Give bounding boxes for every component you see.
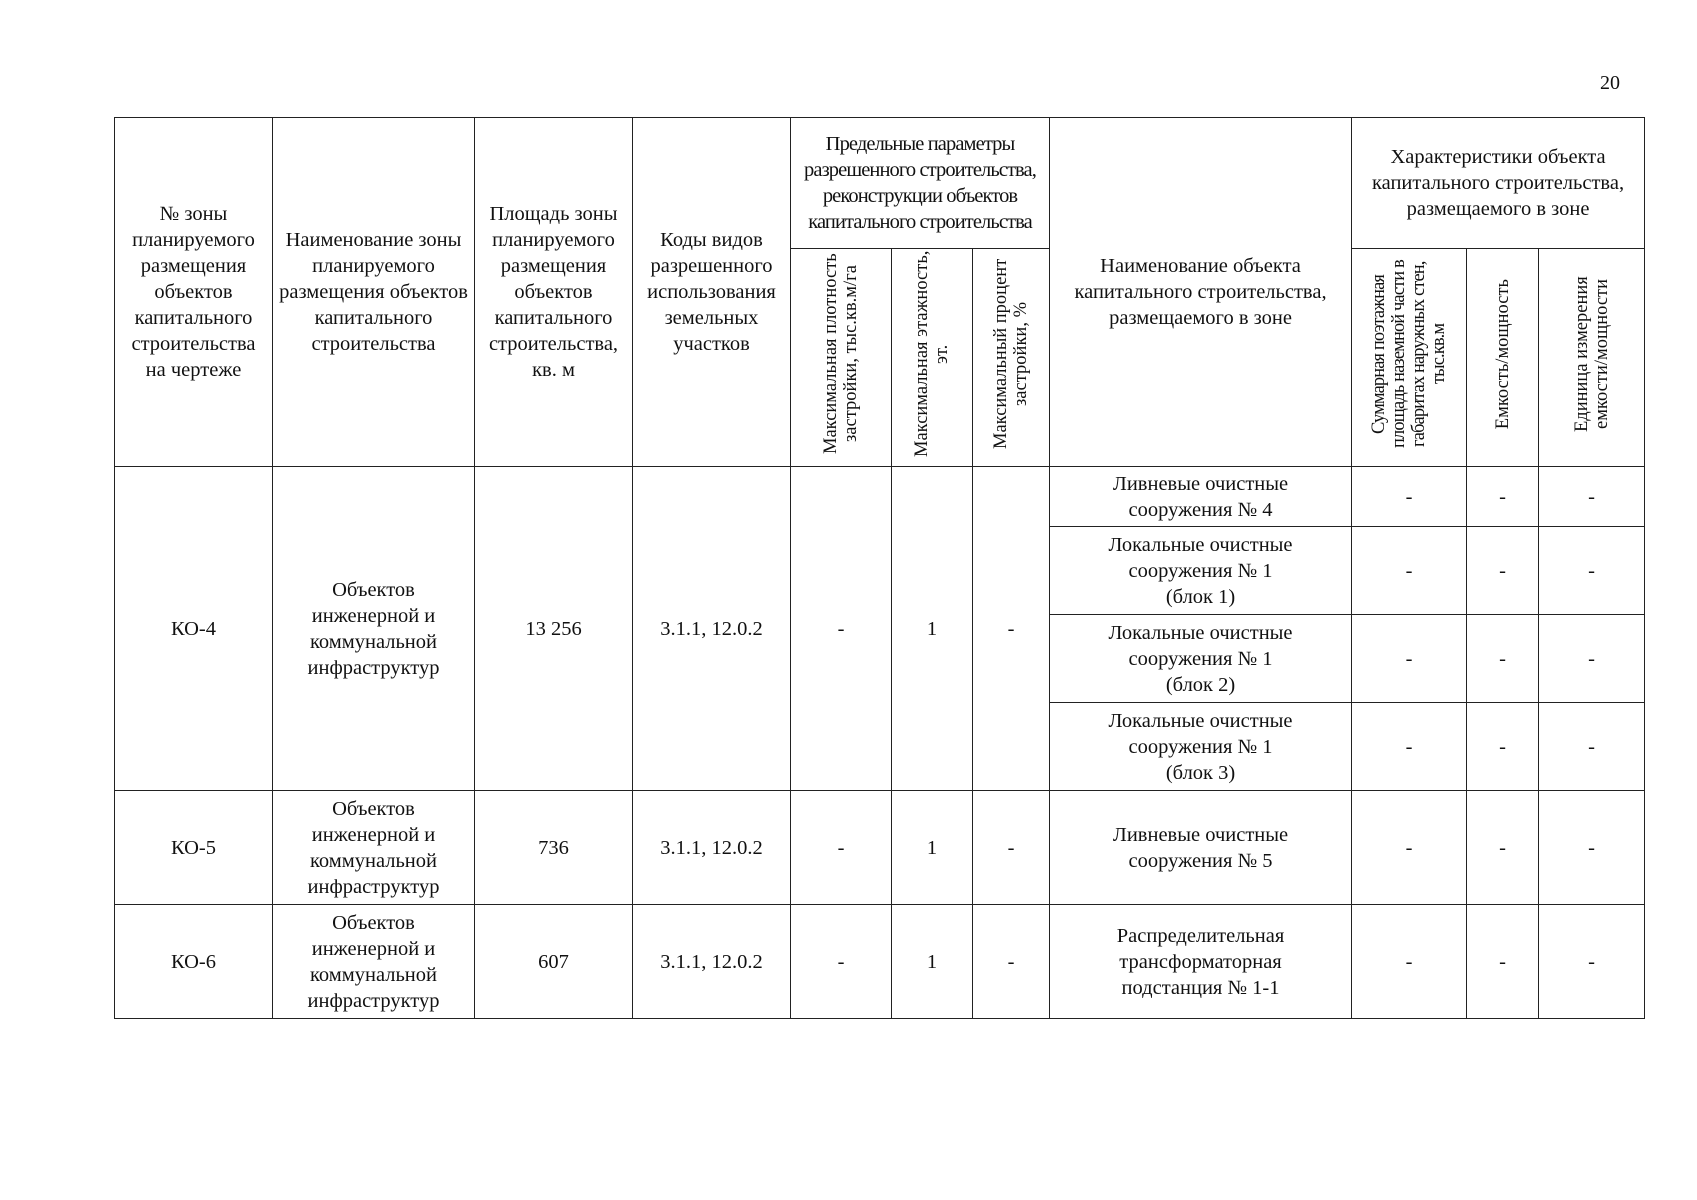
zone-floors: 1: [892, 791, 973, 905]
object-name: Распределительная трансформаторная подстанция № 1-1: [1050, 905, 1352, 1019]
object-floor-area: -: [1352, 527, 1467, 615]
object-floor-area: -: [1352, 615, 1467, 703]
zone-percent: -: [973, 791, 1050, 905]
object-capacity: -: [1467, 703, 1539, 791]
zone-area: 736: [475, 791, 633, 905]
object-name: Ливневые очистные сооружения № 4: [1050, 467, 1352, 527]
zone-floors: 1: [892, 905, 973, 1019]
header-max-floors: Максимальная этажность, эт.: [912, 250, 952, 458]
zone-percent: -: [973, 467, 1050, 791]
page-number: 20: [1600, 72, 1620, 94]
object-unit: -: [1539, 615, 1645, 703]
header-characteristics: Характеристики объекта капитального строительства, размещаемого в зоне: [1352, 118, 1645, 249]
zone-density: -: [791, 467, 892, 791]
object-capacity: -: [1467, 527, 1539, 615]
zone-code: КО-5: [115, 791, 273, 905]
zone-floors: 1: [892, 467, 973, 791]
header-total-floor-area-cell: [1352, 249, 1467, 467]
header-capacity-unit-cell: [1539, 249, 1645, 467]
object-capacity: -: [1467, 905, 1539, 1019]
zone-use-codes: 3.1.1, 12.0.2: [633, 791, 791, 905]
zone-density: -: [791, 791, 892, 905]
object-capacity: -: [1467, 467, 1539, 527]
object-name: Локальные очистные сооружения № 1 (блок 3): [1050, 703, 1352, 791]
object-floor-area: -: [1352, 467, 1467, 527]
object-floor-area: -: [1352, 905, 1467, 1019]
object-unit: -: [1539, 467, 1645, 527]
header-max-density: Максимальная плотность застройки, тыс.кв.м/га: [821, 253, 861, 455]
zone-code: КО-6: [115, 905, 273, 1019]
zone-density: -: [791, 905, 892, 1019]
header-capacity: Емкость/мощность: [1492, 278, 1513, 430]
object-unit: -: [1539, 905, 1645, 1019]
object-capacity: -: [1467, 615, 1539, 703]
object-unit: -: [1539, 703, 1645, 791]
header-zone-no: № зоны планируемого размещения объектов капитального строительства на чертеже: [115, 118, 273, 467]
table-row: [115, 467, 1645, 527]
zone-area: 607: [475, 905, 633, 1019]
object-capacity: -: [1467, 791, 1539, 905]
zone-name: Объектов инженерной и коммунальной инфраструктур: [273, 905, 475, 1019]
header-max-floors-cell: [892, 249, 973, 467]
zone-use-codes: 3.1.1, 12.0.2: [633, 467, 791, 791]
zone-area: 13 256: [475, 467, 633, 791]
table-row: [115, 905, 1645, 1019]
object-floor-area: -: [1352, 703, 1467, 791]
zone-use-codes: 3.1.1, 12.0.2: [633, 905, 791, 1019]
table-row: [115, 791, 1645, 905]
object-name: Ливневые очистные сооружения № 5: [1050, 791, 1352, 905]
header-limit-params: Предельные параметры разрешенного строительства, реконструкции объектов капитального строительства: [791, 118, 1050, 249]
header-capacity-unit: Единица измерения емкости/мощности: [1571, 276, 1612, 432]
header-max-percent: Максимальный процент застройки, %: [991, 258, 1032, 450]
object-unit: -: [1539, 791, 1645, 905]
zone-name: Объектов инженерной и коммунальной инфраструктур: [273, 467, 475, 791]
object-name: Локальные очистные сооружения № 1 (блок 1): [1050, 527, 1352, 615]
header-max-density-cell: [791, 249, 892, 467]
zone-name: Объектов инженерной и коммунальной инфраструктур: [273, 791, 475, 905]
header-zone-area: Площадь зоны планируемого размещения объектов капитального строительства, кв. м: [475, 118, 633, 467]
header-max-percent-cell: [973, 249, 1050, 467]
header-total-floor-area: Суммарная поэтажная площадь наземной части в габаритах наружных стен, тыс.кв.м: [1369, 260, 1450, 448]
header-use-codes: Коды видов разрешенного использования земельных участков: [633, 118, 791, 467]
object-floor-area: -: [1352, 791, 1467, 905]
header-capacity-cell: [1467, 249, 1539, 467]
zone-percent: -: [973, 905, 1050, 1019]
zones-table: [114, 117, 1645, 1019]
header-object-name: Наименование объекта капитального строительства, размещаемого в зоне: [1050, 118, 1352, 467]
header-row-1: [115, 118, 1645, 249]
object-unit: -: [1539, 527, 1645, 615]
zone-code: КО-4: [115, 467, 273, 791]
header-zone-name: Наименование зоны планируемого размещения объектов капитального строительства: [273, 118, 475, 467]
object-name: Локальные очистные сооружения № 1 (блок 2): [1050, 615, 1352, 703]
